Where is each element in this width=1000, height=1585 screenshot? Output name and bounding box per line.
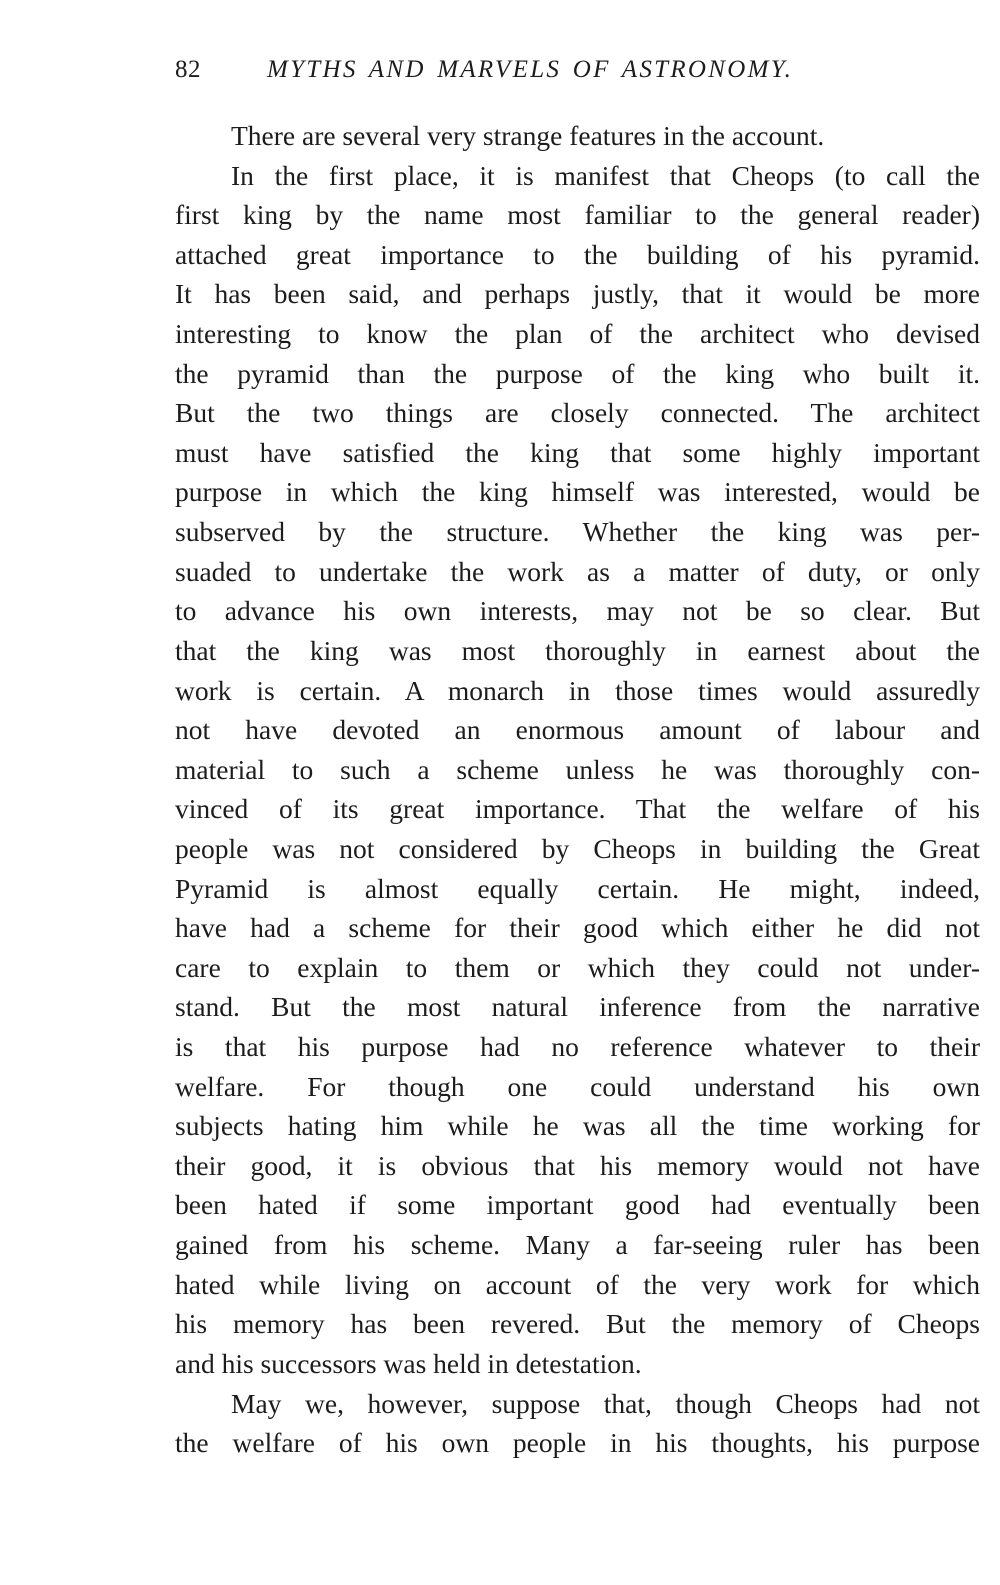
text-line: is that his purpose had no reference whatever to their [175, 1031, 980, 1063]
text-line: May we, however, suppose that, though Cheops had not [231, 1387, 980, 1419]
text-line: people was not considered by Cheops in building the Great [175, 832, 980, 864]
text-line: In the first place, it is manifest that Cheops (to call the [231, 159, 980, 191]
text-line: It has been said, and perhaps justly, that it would be more [175, 278, 980, 310]
text-line: suaded to undertake the work as a matter of duty, or only [175, 555, 980, 587]
text-line: and his successors was held in detestation. [175, 1347, 642, 1379]
text-line: subjects hating him while he was all the time working for [175, 1110, 980, 1142]
text-line: There are several very strange features in the account. [231, 120, 825, 151]
text-line: the pyramid than the purpose of the king who built it. [175, 357, 980, 389]
running-head: MYTHS AND MARVELS OF ASTRONOMY. [267, 56, 794, 83]
text-line: been hated if some important good had eventually been [175, 1189, 980, 1221]
text-line: his memory has been revered. But the memory of Cheops [175, 1308, 980, 1340]
text-line: to advance his own interests, may not be so clear. But [175, 595, 980, 627]
text-line: Pyramid is almost equally certain. He might, indeed, [175, 872, 980, 904]
text-line: welfare. For though one could understand his own [175, 1070, 980, 1102]
text-line: stand. But the most natural inference from the narrative [175, 991, 980, 1023]
text-line: vinced of its great importance. That the welfare of his [175, 793, 980, 825]
text-line: the welfare of his own people in his thoughts, his purpose [175, 1427, 980, 1459]
text-line: purpose in which the king himself was interested, would be [175, 476, 980, 508]
text-line: interesting to know the plan of the architect who devised [175, 318, 980, 350]
text-line: subserved by the structure. Whether the king was per- [175, 516, 980, 548]
text-line: material to such a scheme unless he was thoroughly con- [175, 753, 980, 785]
text-line: hated while living on account of the very work for which [175, 1268, 980, 1300]
text-line: gained from his scheme. Many a far-seeing ruler has been [175, 1229, 980, 1261]
text-line: care to explain to them or which they could not under- [175, 951, 980, 983]
body-text [175, 116, 980, 1463]
text-line: must have satisfied the king that some highly important [175, 436, 980, 468]
text-line: work is certain. A monarch in those times would assuredly [175, 674, 980, 706]
text-line: But the two things are closely connected. The architect [175, 397, 980, 429]
text-line: first king by the name most familiar to the general reader) [175, 199, 980, 231]
page-number: 82 [175, 56, 201, 83]
text-line: have had a scheme for their good which either he did not [175, 912, 980, 944]
text-line: attached great importance to the building of his pyramid. [175, 238, 980, 270]
text-line: that the king was most thoroughly in earnest about the [175, 634, 980, 666]
text-line: not have devoted an enormous amount of labour and [175, 714, 980, 746]
text-line: their good, it is obvious that his memory would not have [175, 1149, 980, 1181]
page-header [175, 56, 980, 92]
